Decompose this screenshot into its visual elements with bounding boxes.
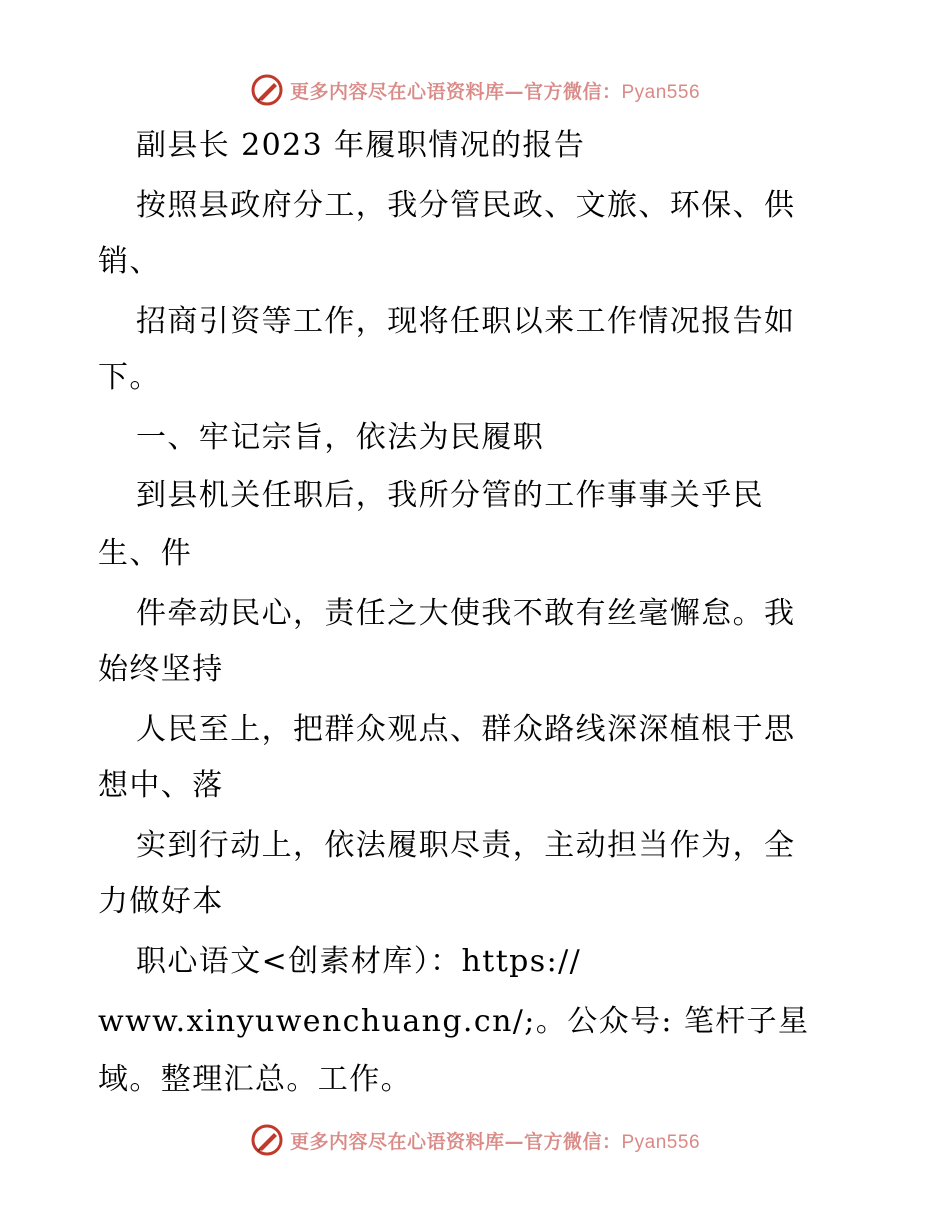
banner-content	[250, 73, 700, 107]
paragraph-line: 想中、落	[98, 768, 224, 803]
paragraph-line: 生、件	[98, 536, 193, 571]
banner-label: 更多内容尽在心语资料库—官方微信：Pyan556	[289, 80, 701, 103]
document-title: 副县长 2023 年履职情况的报告	[136, 128, 586, 163]
paragraph-line: 实到行动上，依法履职尽责，主动担当作为，全	[136, 828, 796, 863]
banner-label: 更多内容尽在心语资料库—官方微信：Pyan556	[289, 1130, 701, 1153]
paragraph-line: 人民至上，把群众观点、群众路线深深植根于思	[136, 712, 796, 747]
paragraph-line: 销、	[98, 244, 161, 279]
paragraph-line: 下。	[98, 360, 161, 395]
top-watermark-banner	[0, 70, 950, 110]
paragraph-line: 力做好本	[98, 884, 224, 919]
bottom-watermark-banner	[0, 1120, 950, 1160]
paragraph-line: 始终坚持	[98, 652, 224, 687]
banner-wechat-id: Pyan556	[621, 1131, 701, 1153]
paragraph-line: www.xinyuwenchuang.cn/;。公众号: 笔杆子星	[98, 1004, 810, 1039]
pen-logo-icon	[250, 73, 284, 107]
paragraph-line: 按照县政府分工，我分管民政、文旅、环保、供	[136, 188, 796, 223]
paragraph-line: 职心语文<创素材库）：https://	[136, 944, 582, 979]
section-heading: 一、牢记宗旨，依法为民履职	[136, 420, 545, 455]
paragraph-line: 到县机关任职后，我所分管的工作事事关乎民	[136, 478, 764, 513]
paragraph-line: 招商引资等工作，现将任职以来工作情况报告如	[136, 304, 796, 339]
banner-wechat-id: Pyan556	[621, 81, 701, 103]
paragraph-line: 域。整理汇总。工作。	[98, 1062, 412, 1097]
banner-content	[250, 1123, 700, 1157]
paragraph-line: 件牵动民心，责任之大使我不敢有丝毫懈怠。我	[136, 596, 796, 631]
pen-logo-icon	[250, 1123, 284, 1157]
